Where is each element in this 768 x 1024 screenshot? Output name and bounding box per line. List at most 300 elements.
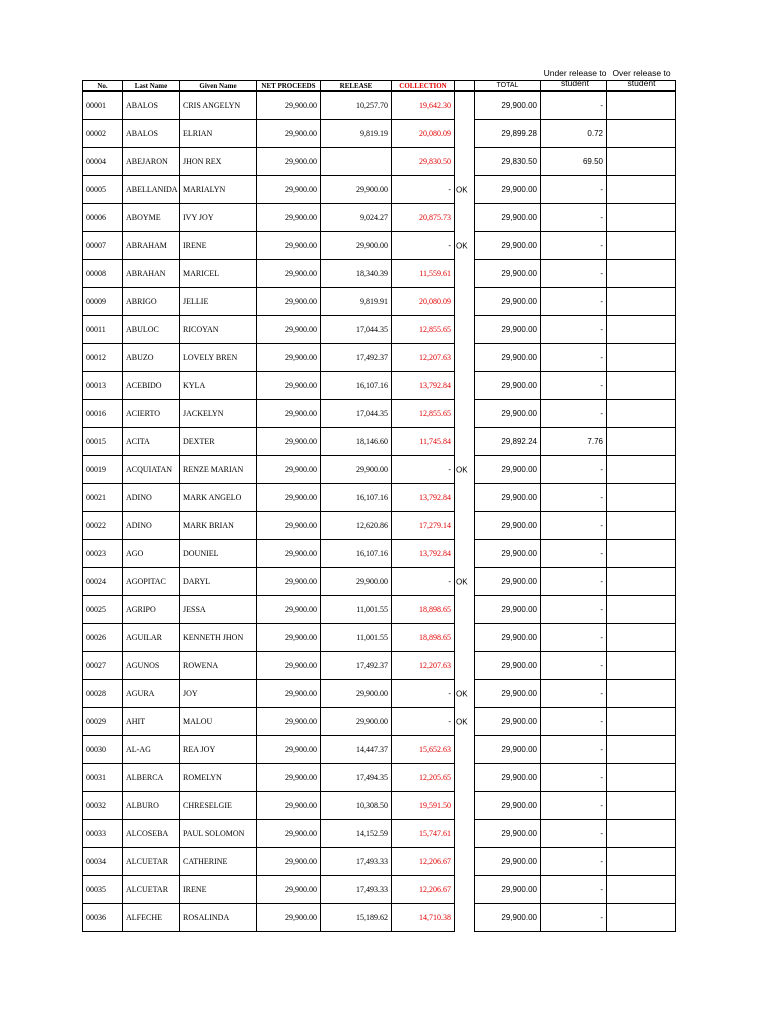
- cell-no: 00013: [83, 372, 123, 400]
- cell-net-proceeds: 29,900.00: [257, 148, 321, 176]
- cell-release: 16,107.16: [321, 372, 392, 400]
- table-row: [83, 428, 676, 456]
- cell-total: 29,900.00: [475, 91, 541, 120]
- cell-ok-flag: [455, 736, 475, 764]
- cell-over-release: [607, 91, 676, 120]
- cell-over-release: [607, 428, 676, 456]
- cell-total: 29,900.00: [475, 204, 541, 232]
- cell-total: 29,900.00: [475, 288, 541, 316]
- records-table: [82, 80, 676, 932]
- cell-no: 00033: [83, 820, 123, 848]
- cell-over-release: [607, 904, 676, 932]
- cell-ok-flag: [455, 91, 475, 120]
- cell-given-name: KENNETH JHON: [180, 624, 257, 652]
- cell-collection: 18,898.65: [392, 624, 455, 652]
- cell-under-release: -: [541, 512, 607, 540]
- cell-last-name: ALFECHE: [123, 904, 180, 932]
- table-row: [83, 372, 676, 400]
- cell-given-name: JELLIE: [180, 288, 257, 316]
- cell-no: 00030: [83, 736, 123, 764]
- cell-under-release: -: [541, 848, 607, 876]
- col-header-net-proceeds: NET PROCEEDS: [257, 81, 321, 92]
- cell-over-release: [607, 456, 676, 484]
- cell-under-release: 0.72: [541, 120, 607, 148]
- cell-release: 17,493.33: [321, 876, 392, 904]
- cell-no: 00026: [83, 624, 123, 652]
- table-row: [83, 120, 676, 148]
- cell-total: 29,830.50: [475, 148, 541, 176]
- cell-given-name: RICOYAN: [180, 316, 257, 344]
- cell-under-release: -: [541, 288, 607, 316]
- cell-release: 17,493.33: [321, 848, 392, 876]
- cell-last-name: AGOPITAC: [123, 568, 180, 596]
- cell-ok-flag: [455, 148, 475, 176]
- cell-under-release: -: [541, 904, 607, 932]
- cell-collection: 12,855.65: [392, 400, 455, 428]
- cell-total: 29,900.00: [475, 344, 541, 372]
- cell-under-release: -: [541, 484, 607, 512]
- cell-no: 00009: [83, 288, 123, 316]
- cell-ok-flag: [455, 372, 475, 400]
- cell-last-name: ABALOS: [123, 91, 180, 120]
- cell-collection: -: [392, 456, 455, 484]
- cell-under-release: 69.50: [541, 148, 607, 176]
- cell-under-release: -: [541, 456, 607, 484]
- cell-collection: 15,652.63: [392, 736, 455, 764]
- cell-total: 29,900.00: [475, 512, 541, 540]
- cell-given-name: MARIALYN: [180, 176, 257, 204]
- table-row: [83, 148, 676, 176]
- cell-given-name: ROMELYN: [180, 764, 257, 792]
- cell-under-release: 7.76: [541, 428, 607, 456]
- cell-release: 18,340.39: [321, 260, 392, 288]
- cell-net-proceeds: 29,900.00: [257, 820, 321, 848]
- cell-total: 29,900.00: [475, 652, 541, 680]
- cell-no: 00005: [83, 176, 123, 204]
- cell-last-name: ABULOC: [123, 316, 180, 344]
- cell-net-proceeds: 29,900.00: [257, 232, 321, 260]
- cell-ok-flag: [455, 820, 475, 848]
- cell-over-release: [607, 540, 676, 568]
- cell-under-release: -: [541, 568, 607, 596]
- cell-no: 00015: [83, 428, 123, 456]
- cell-given-name: MALOU: [180, 708, 257, 736]
- cell-ok-flag: [455, 428, 475, 456]
- cell-given-name: DARYL: [180, 568, 257, 596]
- cell-last-name: ABALOS: [123, 120, 180, 148]
- table-row: [83, 91, 676, 120]
- cell-last-name: AGO: [123, 540, 180, 568]
- cell-under-release: -: [541, 652, 607, 680]
- cell-net-proceeds: 29,900.00: [257, 680, 321, 708]
- cell-net-proceeds: 29,900.00: [257, 904, 321, 932]
- cell-given-name: JHON REX: [180, 148, 257, 176]
- cell-release: 29,900.00: [321, 568, 392, 596]
- table-row: [83, 540, 676, 568]
- cell-over-release: [607, 400, 676, 428]
- cell-last-name: ACITA: [123, 428, 180, 456]
- cell-no: 00007: [83, 232, 123, 260]
- cell-collection: -: [392, 708, 455, 736]
- cell-net-proceeds: 29,900.00: [257, 428, 321, 456]
- cell-over-release: [607, 120, 676, 148]
- cell-total: 29,892.24: [475, 428, 541, 456]
- cell-ok-flag: [455, 120, 475, 148]
- cell-given-name: ROWENA: [180, 652, 257, 680]
- cell-collection: 13,792.84: [392, 540, 455, 568]
- cell-given-name: ROSALINDA: [180, 904, 257, 932]
- cell-last-name: ACIERTO: [123, 400, 180, 428]
- table-row: [83, 652, 676, 680]
- cell-last-name: ALCUETAR: [123, 848, 180, 876]
- cell-release: 29,900.00: [321, 176, 392, 204]
- cell-net-proceeds: 29,900.00: [257, 848, 321, 876]
- header-row: [83, 81, 676, 92]
- cell-ok-flag: [455, 316, 475, 344]
- col-header-release: RELEASE: [321, 81, 392, 92]
- cell-no: 00022: [83, 512, 123, 540]
- cell-net-proceeds: 29,900.00: [257, 316, 321, 344]
- cell-net-proceeds: 29,900.00: [257, 540, 321, 568]
- cell-ok-flag: [455, 260, 475, 288]
- cell-net-proceeds: 29,900.00: [257, 456, 321, 484]
- cell-total: 29,900.00: [475, 680, 541, 708]
- cell-ok-flag: OK: [455, 232, 475, 260]
- cell-release: 10,308.50: [321, 792, 392, 820]
- cell-no: 00021: [83, 484, 123, 512]
- cell-collection: 12,205.65: [392, 764, 455, 792]
- cell-ok-flag: [455, 876, 475, 904]
- cell-collection: 19,591.50: [392, 792, 455, 820]
- cell-over-release: [607, 372, 676, 400]
- cell-total: 29,900.00: [475, 484, 541, 512]
- cell-release: 9,819.91: [321, 288, 392, 316]
- cell-given-name: REA JOY: [180, 736, 257, 764]
- cell-under-release: -: [541, 91, 607, 120]
- cell-under-release: -: [541, 344, 607, 372]
- table-row: [83, 512, 676, 540]
- cell-ok-flag: [455, 400, 475, 428]
- cell-release: 16,107.16: [321, 484, 392, 512]
- cell-no: 00012: [83, 344, 123, 372]
- cell-last-name: ABRAHAN: [123, 260, 180, 288]
- cell-given-name: KYLA: [180, 372, 257, 400]
- cell-release: 29,900.00: [321, 680, 392, 708]
- cell-total: 29,900.00: [475, 400, 541, 428]
- table-row: [83, 848, 676, 876]
- table-row: [83, 792, 676, 820]
- cell-over-release: [607, 680, 676, 708]
- cell-over-release: [607, 792, 676, 820]
- cell-release: 15,189.62: [321, 904, 392, 932]
- cell-given-name: CHRESELGIE: [180, 792, 257, 820]
- table-row: [83, 736, 676, 764]
- cell-net-proceeds: 29,900.00: [257, 624, 321, 652]
- cell-net-proceeds: 29,900.00: [257, 176, 321, 204]
- cell-ok-flag: [455, 540, 475, 568]
- cell-given-name: PAUL SOLOMON: [180, 820, 257, 848]
- cell-collection: 13,792.84: [392, 484, 455, 512]
- cell-release: 29,900.00: [321, 456, 392, 484]
- cell-release: 9,819.19: [321, 120, 392, 148]
- cell-net-proceeds: 29,900.00: [257, 792, 321, 820]
- cell-ok-flag: OK: [455, 456, 475, 484]
- cell-collection: 11,559.61: [392, 260, 455, 288]
- table-row: [83, 456, 676, 484]
- cell-no: 00031: [83, 764, 123, 792]
- cell-collection: 20,875.73: [392, 204, 455, 232]
- cell-under-release: -: [541, 792, 607, 820]
- col-header-over-release: [607, 81, 676, 92]
- cell-over-release: [607, 736, 676, 764]
- cell-over-release: [607, 596, 676, 624]
- cell-collection: 13,792.84: [392, 372, 455, 400]
- cell-under-release: -: [541, 260, 607, 288]
- table-row: [83, 344, 676, 372]
- cell-collection: 17,279.14: [392, 512, 455, 540]
- cell-given-name: DEXTER: [180, 428, 257, 456]
- cell-given-name: LOVELY BREN: [180, 344, 257, 372]
- cell-release: 17,044.35: [321, 400, 392, 428]
- cell-collection: -: [392, 568, 455, 596]
- cell-over-release: [607, 260, 676, 288]
- table-row: [83, 204, 676, 232]
- cell-given-name: JACKELYN: [180, 400, 257, 428]
- table-row: [83, 820, 676, 848]
- cell-last-name: ABEJARON: [123, 148, 180, 176]
- cell-under-release: -: [541, 820, 607, 848]
- cell-ok-flag: OK: [455, 176, 475, 204]
- cell-no: 00023: [83, 540, 123, 568]
- cell-over-release: [607, 876, 676, 904]
- cell-given-name: DOUNIEL: [180, 540, 257, 568]
- cell-total: 29,900.00: [475, 260, 541, 288]
- cell-collection: 19,642.30: [392, 91, 455, 120]
- cell-last-name: ALBURO: [123, 792, 180, 820]
- cell-last-name: AGURA: [123, 680, 180, 708]
- cell-net-proceeds: 29,900.00: [257, 91, 321, 120]
- cell-collection: 12,855.65: [392, 316, 455, 344]
- cell-release: 18,146.60: [321, 428, 392, 456]
- cell-given-name: ELRIAN: [180, 120, 257, 148]
- cell-no: 00032: [83, 792, 123, 820]
- cell-release: [321, 148, 392, 176]
- table-row: [83, 260, 676, 288]
- cell-no: 00008: [83, 260, 123, 288]
- cell-total: 29,900.00: [475, 568, 541, 596]
- cell-given-name: CATHERINE: [180, 848, 257, 876]
- cell-release: 11,001.55: [321, 596, 392, 624]
- cell-net-proceeds: 29,900.00: [257, 260, 321, 288]
- cell-total: 29,900.00: [475, 764, 541, 792]
- cell-over-release: [607, 848, 676, 876]
- cell-over-release: [607, 484, 676, 512]
- cell-ok-flag: [455, 652, 475, 680]
- cell-no: 00027: [83, 652, 123, 680]
- spreadsheet: [82, 68, 675, 936]
- cell-last-name: ACQUIATAN: [123, 456, 180, 484]
- cell-no: 00024: [83, 568, 123, 596]
- cell-collection: 14,710.38: [392, 904, 455, 932]
- cell-release: 14,447.37: [321, 736, 392, 764]
- cell-over-release: [607, 176, 676, 204]
- cell-total: 29,900.00: [475, 792, 541, 820]
- cell-last-name: AGUNOS: [123, 652, 180, 680]
- cell-ok-flag: [455, 484, 475, 512]
- cell-collection: 18,898.65: [392, 596, 455, 624]
- cell-no: 00028: [83, 680, 123, 708]
- table-row: [83, 176, 676, 204]
- cell-last-name: ADINO: [123, 512, 180, 540]
- cell-no: 00016: [83, 400, 123, 428]
- spacer-column: [455, 81, 475, 92]
- cell-net-proceeds: 29,900.00: [257, 736, 321, 764]
- cell-total: 29,900.00: [475, 876, 541, 904]
- cell-over-release: [607, 512, 676, 540]
- cell-under-release: -: [541, 680, 607, 708]
- cell-collection: 12,206.67: [392, 848, 455, 876]
- cell-ok-flag: [455, 288, 475, 316]
- cell-under-release: -: [541, 372, 607, 400]
- cell-under-release: -: [541, 232, 607, 260]
- cell-over-release: [607, 232, 676, 260]
- cell-total: 29,900.00: [475, 708, 541, 736]
- cell-last-name: ABRAHAM: [123, 232, 180, 260]
- cell-ok-flag: OK: [455, 708, 475, 736]
- col-header-under-release: [541, 81, 607, 92]
- cell-net-proceeds: 29,900.00: [257, 288, 321, 316]
- cell-release: 12,620.86: [321, 512, 392, 540]
- cell-release: 17,044.35: [321, 316, 392, 344]
- cell-ok-flag: [455, 904, 475, 932]
- cell-net-proceeds: 29,900.00: [257, 708, 321, 736]
- cell-no: 00019: [83, 456, 123, 484]
- cell-given-name: IRENE: [180, 876, 257, 904]
- cell-total: 29,900.00: [475, 232, 541, 260]
- cell-given-name: CRIS ANGELYN: [180, 91, 257, 120]
- cell-collection: -: [392, 232, 455, 260]
- cell-over-release: [607, 764, 676, 792]
- cell-no: 00025: [83, 596, 123, 624]
- cell-over-release: [607, 568, 676, 596]
- cell-no: 00036: [83, 904, 123, 932]
- cell-over-release: [607, 820, 676, 848]
- cell-under-release: -: [541, 316, 607, 344]
- cell-no: 00001: [83, 91, 123, 120]
- under-release-header: Under release to student: [543, 68, 607, 88]
- cell-under-release: -: [541, 400, 607, 428]
- cell-net-proceeds: 29,900.00: [257, 484, 321, 512]
- cell-given-name: IVY JOY: [180, 204, 257, 232]
- cell-total: 29,900.00: [475, 596, 541, 624]
- table-row: [83, 596, 676, 624]
- cell-net-proceeds: 29,900.00: [257, 512, 321, 540]
- cell-total: 29,900.00: [475, 316, 541, 344]
- cell-collection: 29,830.50: [392, 148, 455, 176]
- col-header-collection: COLLECTION: [392, 81, 455, 92]
- cell-release: 14,152.59: [321, 820, 392, 848]
- cell-collection: 12,207.63: [392, 344, 455, 372]
- cell-last-name: ABOYME: [123, 204, 180, 232]
- cell-last-name: ABELLANIDA: [123, 176, 180, 204]
- cell-over-release: [607, 316, 676, 344]
- cell-release: 17,492.37: [321, 344, 392, 372]
- cell-last-name: ACEBIDO: [123, 372, 180, 400]
- cell-collection: -: [392, 680, 455, 708]
- cell-net-proceeds: 29,900.00: [257, 596, 321, 624]
- cell-last-name: AHIT: [123, 708, 180, 736]
- cell-collection: -: [392, 176, 455, 204]
- cell-net-proceeds: 29,900.00: [257, 876, 321, 904]
- cell-collection: 20,080.09: [392, 288, 455, 316]
- cell-under-release: -: [541, 176, 607, 204]
- cell-under-release: -: [541, 876, 607, 904]
- cell-given-name: IRENE: [180, 232, 257, 260]
- cell-ok-flag: [455, 512, 475, 540]
- cell-over-release: [607, 624, 676, 652]
- table-row: [83, 876, 676, 904]
- table-row: [83, 680, 676, 708]
- cell-net-proceeds: 29,900.00: [257, 204, 321, 232]
- table-row: [83, 904, 676, 932]
- table-row: [83, 316, 676, 344]
- cell-no: 00011: [83, 316, 123, 344]
- cell-ok-flag: OK: [455, 568, 475, 596]
- cell-under-release: -: [541, 624, 607, 652]
- cell-release: 17,492.37: [321, 652, 392, 680]
- cell-ok-flag: [455, 764, 475, 792]
- cell-total: 29,900.00: [475, 456, 541, 484]
- cell-total: 29,900.00: [475, 848, 541, 876]
- cell-collection: 11,745.84: [392, 428, 455, 456]
- cell-last-name: AGRIPO: [123, 596, 180, 624]
- table-row: [83, 708, 676, 736]
- col-header-given-name: Given Name: [180, 81, 257, 92]
- cell-ok-flag: [455, 204, 475, 232]
- col-header-total: TOTAL: [475, 81, 541, 92]
- cell-net-proceeds: 29,900.00: [257, 120, 321, 148]
- cell-under-release: -: [541, 596, 607, 624]
- cell-total: 29,900.00: [475, 176, 541, 204]
- cell-last-name: AL-AG: [123, 736, 180, 764]
- over-release-header: Over release to student: [612, 68, 671, 88]
- cell-given-name: MARK ANGELO: [180, 484, 257, 512]
- cell-last-name: ALBERCA: [123, 764, 180, 792]
- cell-ok-flag: [455, 344, 475, 372]
- col-header-last-name: Last Name: [123, 81, 180, 92]
- table-row: [83, 568, 676, 596]
- table-row: [83, 288, 676, 316]
- cell-collection: 12,206.67: [392, 876, 455, 904]
- cell-release: 10,257.70: [321, 91, 392, 120]
- cell-given-name: MARICEL: [180, 260, 257, 288]
- cell-ok-flag: [455, 848, 475, 876]
- cell-total: 29,900.00: [475, 540, 541, 568]
- cell-ok-flag: OK: [455, 680, 475, 708]
- cell-given-name: JOY: [180, 680, 257, 708]
- cell-no: 00035: [83, 876, 123, 904]
- cell-last-name: ADINO: [123, 484, 180, 512]
- cell-under-release: -: [541, 708, 607, 736]
- cell-net-proceeds: 29,900.00: [257, 652, 321, 680]
- table-row: [83, 232, 676, 260]
- cell-release: 17,494.35: [321, 764, 392, 792]
- cell-no: 00002: [83, 120, 123, 148]
- cell-release: 11,001.55: [321, 624, 392, 652]
- cell-given-name: RENZE MARIAN: [180, 456, 257, 484]
- table-row: [83, 624, 676, 652]
- cell-total: 29,900.00: [475, 624, 541, 652]
